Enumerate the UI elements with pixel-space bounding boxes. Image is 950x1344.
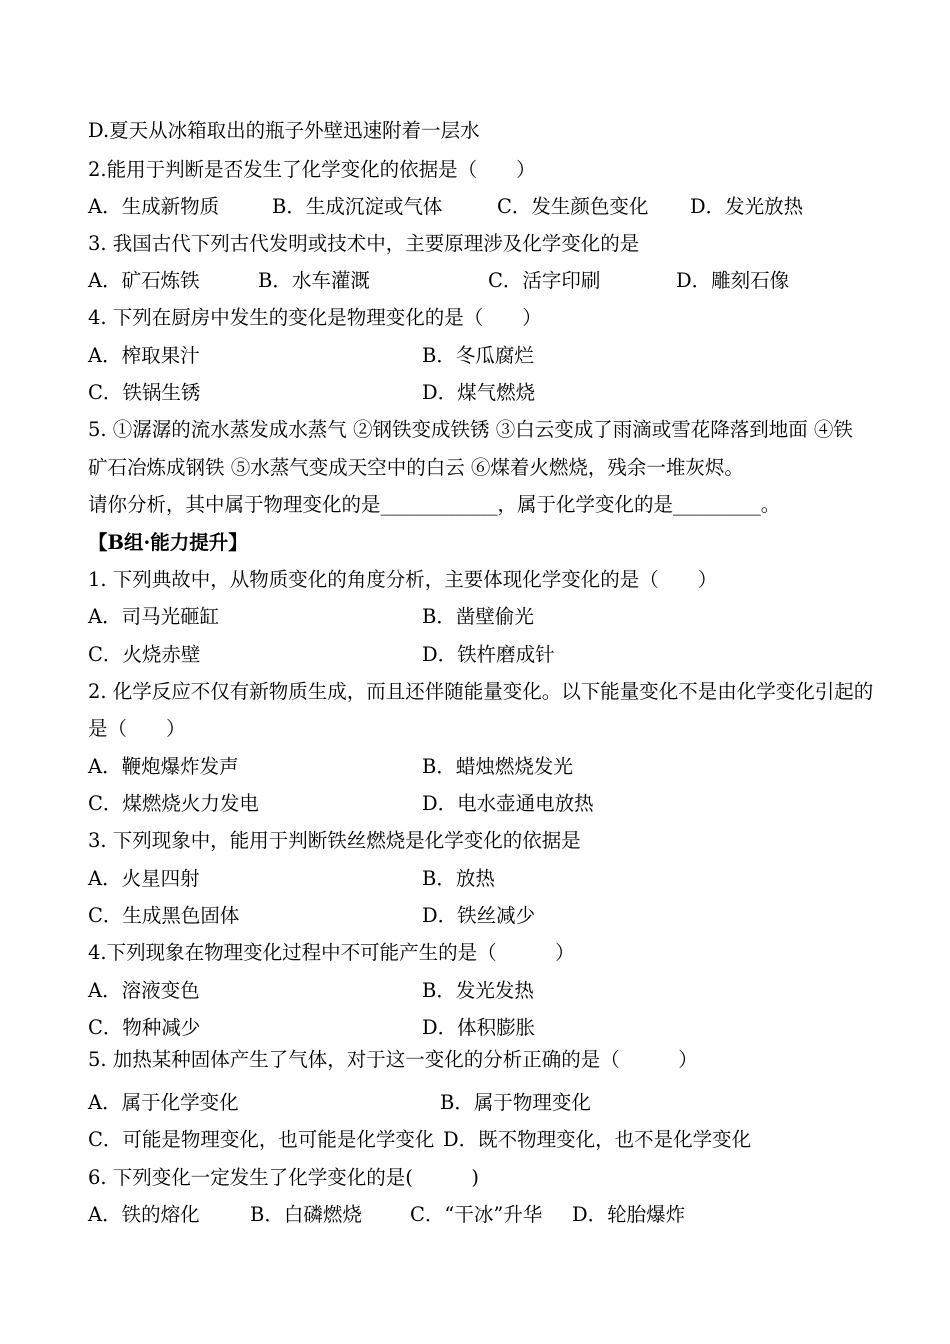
question-stem-line-1: 5. ①潺潺的流水蒸发成水蒸气 ②钢铁变成铁锈 ③白云变成了雨滴或雪花降落到地面 ④铁: [88, 418, 853, 441]
option-a: A．鞭炮爆炸发声: [88, 755, 239, 778]
option-b: B．水车灌溉: [258, 269, 370, 292]
option-a: A．火星四射: [88, 867, 200, 890]
option-b: B．属于物理变化: [440, 1091, 591, 1114]
option-a: A．司马光砸缸: [88, 605, 220, 628]
option-d: D．铁丝减少: [422, 904, 536, 927]
option-a: A．溶液变色: [88, 979, 200, 1002]
question-stem: 4. 下列在厨房中发生的变化是物理变化的是（ ）: [88, 306, 542, 329]
option-d: D．雕刻石像: [676, 269, 790, 292]
question-stem: 6. 下列变化一定发生了化学变化的是( ): [88, 1166, 480, 1189]
question-stem: 3. 下列现象中，能用于判断铁丝燃烧是化学变化的依据是: [88, 829, 581, 852]
option-c: C．生成黑色固体: [88, 904, 240, 927]
question-stem: 5. 加热某种固体产生了气体，对于这一变化的分析正确的是（ ）: [88, 1048, 698, 1071]
option-c: C．发生颜色变化: [497, 195, 649, 218]
option-c: C．铁锅生锈: [88, 381, 201, 404]
option-d: D．既不物理变化，也不是化学变化: [443, 1128, 752, 1151]
option-c: C．煤燃烧火力发电: [88, 792, 259, 815]
option-a: A．属于化学变化: [88, 1091, 239, 1114]
prev-question-option-d: D.夏天从冰箱取出的瓶子外壁迅速附着一层水: [88, 119, 480, 142]
option-c: C．火烧赤壁: [88, 643, 201, 666]
option-d: D．体积膨胀: [422, 1016, 536, 1039]
option-d: D．发光放热: [690, 195, 804, 218]
option-b: B．冬瓜腐烂: [422, 344, 534, 367]
option-b: B．白磷燃烧: [250, 1203, 362, 1226]
option-d: D．铁杵磨成针: [422, 643, 555, 666]
option-b: B．生成沉淀或气体: [272, 195, 443, 218]
option-d: D．煤气燃烧: [422, 381, 536, 404]
option-c: C．“干冰”升华: [410, 1203, 543, 1226]
question-stem-line-2: 是（ ）: [88, 717, 186, 740]
section-heading: 【B组·能力提升】: [88, 531, 248, 554]
option-b: B．发光发热: [422, 979, 534, 1002]
option-d: D．轮胎爆炸: [572, 1203, 686, 1226]
question-stem: 3. 我国古代下列古代发明或技术中，主要原理涉及化学变化的是: [88, 232, 640, 255]
option-a: A．矿石炼铁: [88, 269, 200, 292]
option-d: D．电水壶通电放热: [422, 792, 594, 815]
option-c: C．可能是物理变化，也可能是化学变化: [88, 1128, 435, 1151]
question-stem: 1. 下列典故中，从物质变化的角度分析，主要体现化学变化的是（ ）: [88, 568, 718, 591]
option-a: A．铁的熔化: [88, 1203, 200, 1226]
question-stem-line-2: 矿石冶炼成钢铁 ⑤水蒸气变成天空中的白云 ⑥煤着火燃烧，残余一堆灰烬。: [88, 456, 744, 479]
fill-in-prompt: 请你分析，其中属于物理变化的是____________，属于化学变化的是_________。: [88, 493, 781, 516]
question-stem-line-1: 2. 化学反应不仅有新物质生成，而且还伴随能量变化。以下能量变化不是由化学变化引起的: [88, 680, 874, 703]
option-a: A．生成新物质: [88, 195, 220, 218]
question-stem: 4.下列现象在物理变化过程中不可能产生的是（ ）: [88, 941, 575, 964]
option-a: A．榨取果汁: [88, 344, 200, 367]
option-b: B．蜡烛燃烧发光: [422, 755, 573, 778]
option-c: C．活字印刷: [488, 269, 601, 292]
option-b: B．放热: [422, 867, 495, 890]
option-b: B．凿壁偷光: [422, 605, 534, 628]
question-stem: 2.能用于判断是否发生了化学变化的依据是（ ）: [88, 158, 536, 181]
option-c: C．物种减少: [88, 1016, 201, 1039]
